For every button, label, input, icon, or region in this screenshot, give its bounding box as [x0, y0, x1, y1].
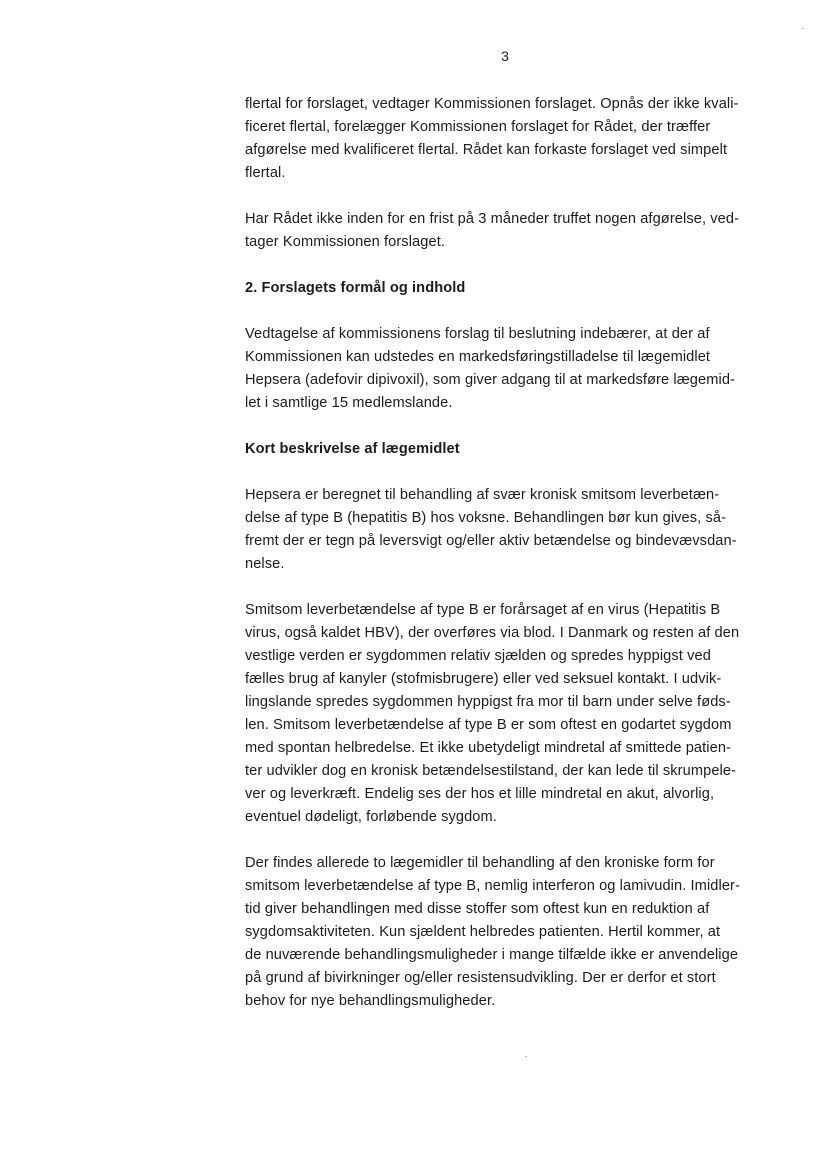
text-line: let i samtlige 15 medlemslande. — [245, 395, 453, 411]
text-line: behov for nye behandlingsmuligheder. — [245, 993, 496, 1009]
text-line: virus, også kaldet HBV), der overføres via blod. I Danmark og resten af den — [245, 625, 740, 641]
text-line: Smitsom leverbetændelse af type B er forårsaget af en virus (Hepatitis B — [245, 602, 721, 618]
paragraph-vote-procedure — [245, 93, 765, 185]
text-line: eventuel dødeligt, forløbende sygdom. — [245, 809, 497, 825]
text-line: lingslande spredes sygdommen hyppigst fra mor til barn under selve føds- — [245, 694, 731, 710]
section-heading-description — [245, 438, 765, 461]
text-line: Hepsera (adefovir dipivoxil), som giver adgang til at markedsføre lægemid- — [245, 372, 735, 388]
text-line: Vedtagelse af kommissionens forslag til beslutning indebærer, at der af — [245, 326, 710, 342]
text-line: vestlige verden er sygdommen relativ sjælden og spredes hyppigst ved — [245, 648, 711, 664]
paragraph-disease-background — [245, 599, 765, 829]
text-line: med spontan helbredelse. Et ikke ubetydeligt mindretal af smittede patien- — [245, 740, 732, 756]
text-line: flertal. — [245, 165, 286, 181]
text-line: fremt der er tegn på leversvigt og/eller aktiv betændelse og bindevævsdan- — [245, 533, 737, 549]
text-line: ficeret flertal, forelægger Kommissionen forslaget for Rådet, der træffer — [245, 119, 711, 135]
text-line: på grund af bivirkninger og/eller resistensudvikling. Der er derfor et stort — [245, 970, 716, 986]
text-line: sygdomsaktiviteten. Kun sjældent helbredes patienten. Hertil kommer, at — [245, 924, 721, 940]
text-line: len. Smitsom leverbetændelse af type B er som oftest en godartet sygdom — [245, 717, 732, 733]
section-heading-purpose — [245, 277, 765, 300]
heading-line: 2. Forslagets formål og indhold — [245, 280, 466, 296]
text-line: Kommissionen kan udstedes en markedsføringstilladelse til lægemidlet — [245, 349, 711, 365]
text-line: Der findes allerede to lægemidler til behandling af den kroniske form for — [245, 855, 715, 871]
text-line: nelse. — [245, 556, 285, 572]
page-number: 3 — [501, 48, 509, 64]
text-line: afgørelse med kvalificeret flertal. Rådet kan forkaste forslaget ved simpelt — [245, 142, 728, 158]
text-line: ter udvikler dog en kronisk betændelsestilstand, der kan lede til skrumpele- — [245, 763, 737, 779]
text-line: ver og leverkræft. Endelig ses der hos et lille mindretal en akut, alvorlig, — [245, 786, 715, 802]
text-line: Har Rådet ikke inden for en frist på 3 måneder truffet nogen afgørelse, ved- — [245, 211, 740, 227]
paragraph-council-deadline — [245, 208, 765, 254]
text-line: tid giver behandlingen med disse stoffer som oftest kun en reduktion af — [245, 901, 710, 917]
text-line: Hepsera er beregnet til behandling af svær kronisk smitsom leverbetæn- — [245, 487, 720, 503]
text-line: fælles brug af kanyler (stofmisbrugere) eller ved seksuel kontakt. I udvik- — [245, 671, 722, 687]
text-line: tager Kommissionen forslaget. — [245, 234, 446, 250]
scan-speck — [525, 1056, 527, 1057]
document-body — [245, 93, 765, 1013]
scan-speck — [802, 28, 804, 29]
text-line: smitsom leverbetændelse af type B, nemlig interferon og lamivudin. Imidler- — [245, 878, 740, 894]
paragraph-authorisation — [245, 323, 765, 415]
heading-line: Kort beskrivelse af lægemidlet — [245, 441, 460, 457]
paragraph-existing-treatments — [245, 852, 765, 1013]
text-line: flertal for forslaget, vedtager Kommissionen forslaget. Opnås der ikke kvali- — [245, 96, 739, 112]
paragraph-indication — [245, 484, 765, 576]
text-line: delse af type B (hepatitis B) hos voksne. Behandlingen bør kun gives, så- — [245, 510, 727, 526]
text-line: de nuværende behandlingsmuligheder i mange tilfælde ikke er anvendelige — [245, 947, 739, 963]
